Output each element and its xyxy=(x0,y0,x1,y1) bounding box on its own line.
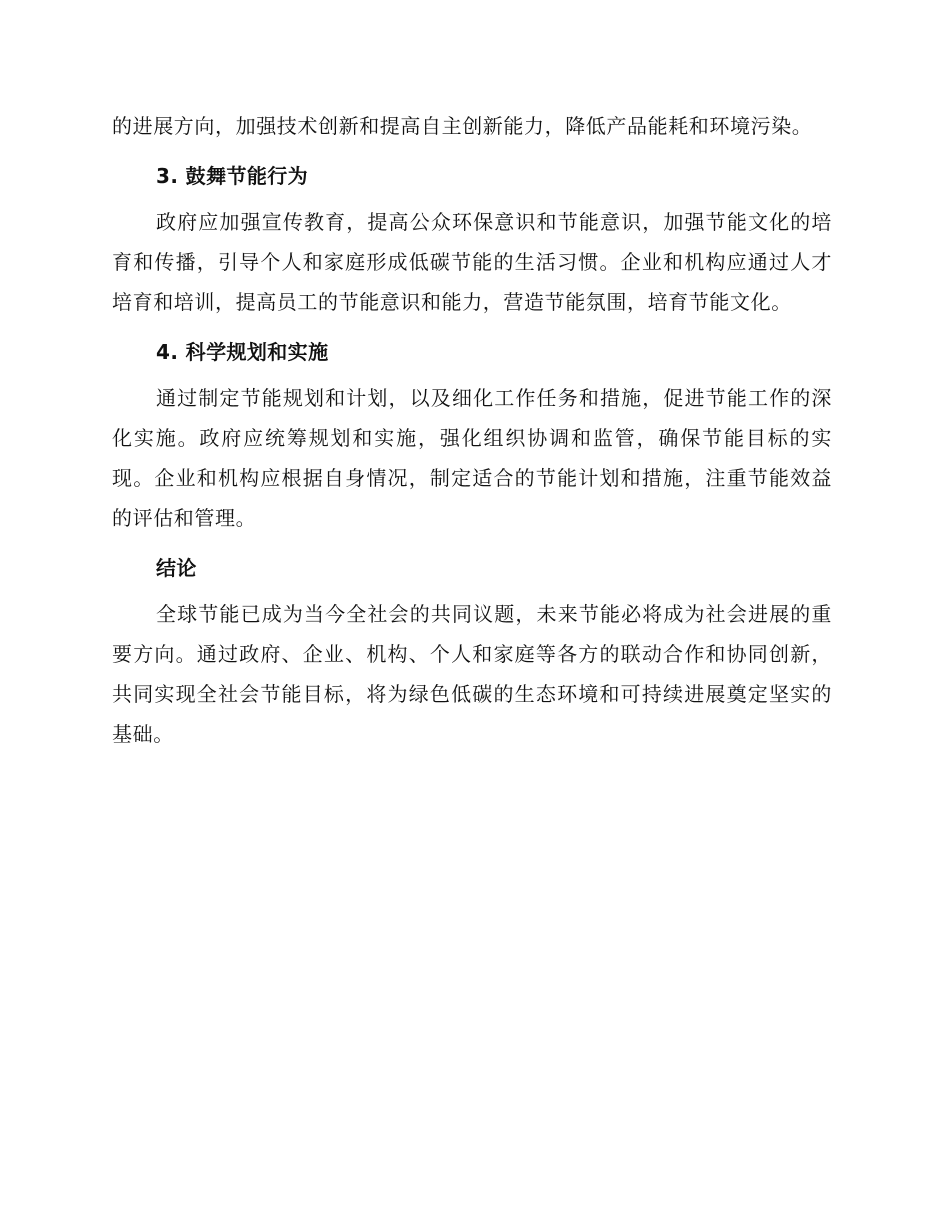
section-heading-encourage-saving: 3. 鼓舞节能行为 xyxy=(156,164,309,188)
section-heading-planning: 4. 科学规划和实施 xyxy=(156,340,329,364)
section-heading-conclusion: 结论 xyxy=(156,556,197,580)
paragraph-conclusion: 全球节能已成为当今全社会的共同议题，未来节能必将成为社会进展的重要方向。通过政府、企业、机构、个人和家庭等各方的联动合作和协同创新，共同实现全社会节能目标，将为绿色低碳的生态环境和可持续进展奠定坚实的基础。 xyxy=(112,602,832,746)
document-body xyxy=(112,106,832,754)
paragraph-continuation: 的进展方向，加强技术创新和提高自主创新能力，降低产品能耗和环境污染。 xyxy=(112,114,813,138)
paragraph-planning: 通过制定节能规划和计划，以及细化工作任务和措施，促进节能工作的深化实施。政府应统筹规划和实施，强化组织协调和监管，确保节能目标的实现。企业和机构应根据自身情况，制定适合的节能计划和措施，注重节能效益的评估和管理。 xyxy=(112,386,832,530)
paragraph-encourage-saving: 政府应加强宣传教育，提高公众环保意识和节能意识，加强节能文化的培育和传播，引导个人和家庭形成低碳节能的生活习惯。企业和机构应通过人才培育和培训，提高员工的节能意识和能力，营造节能氛围，培育节能文化。 xyxy=(112,210,832,314)
